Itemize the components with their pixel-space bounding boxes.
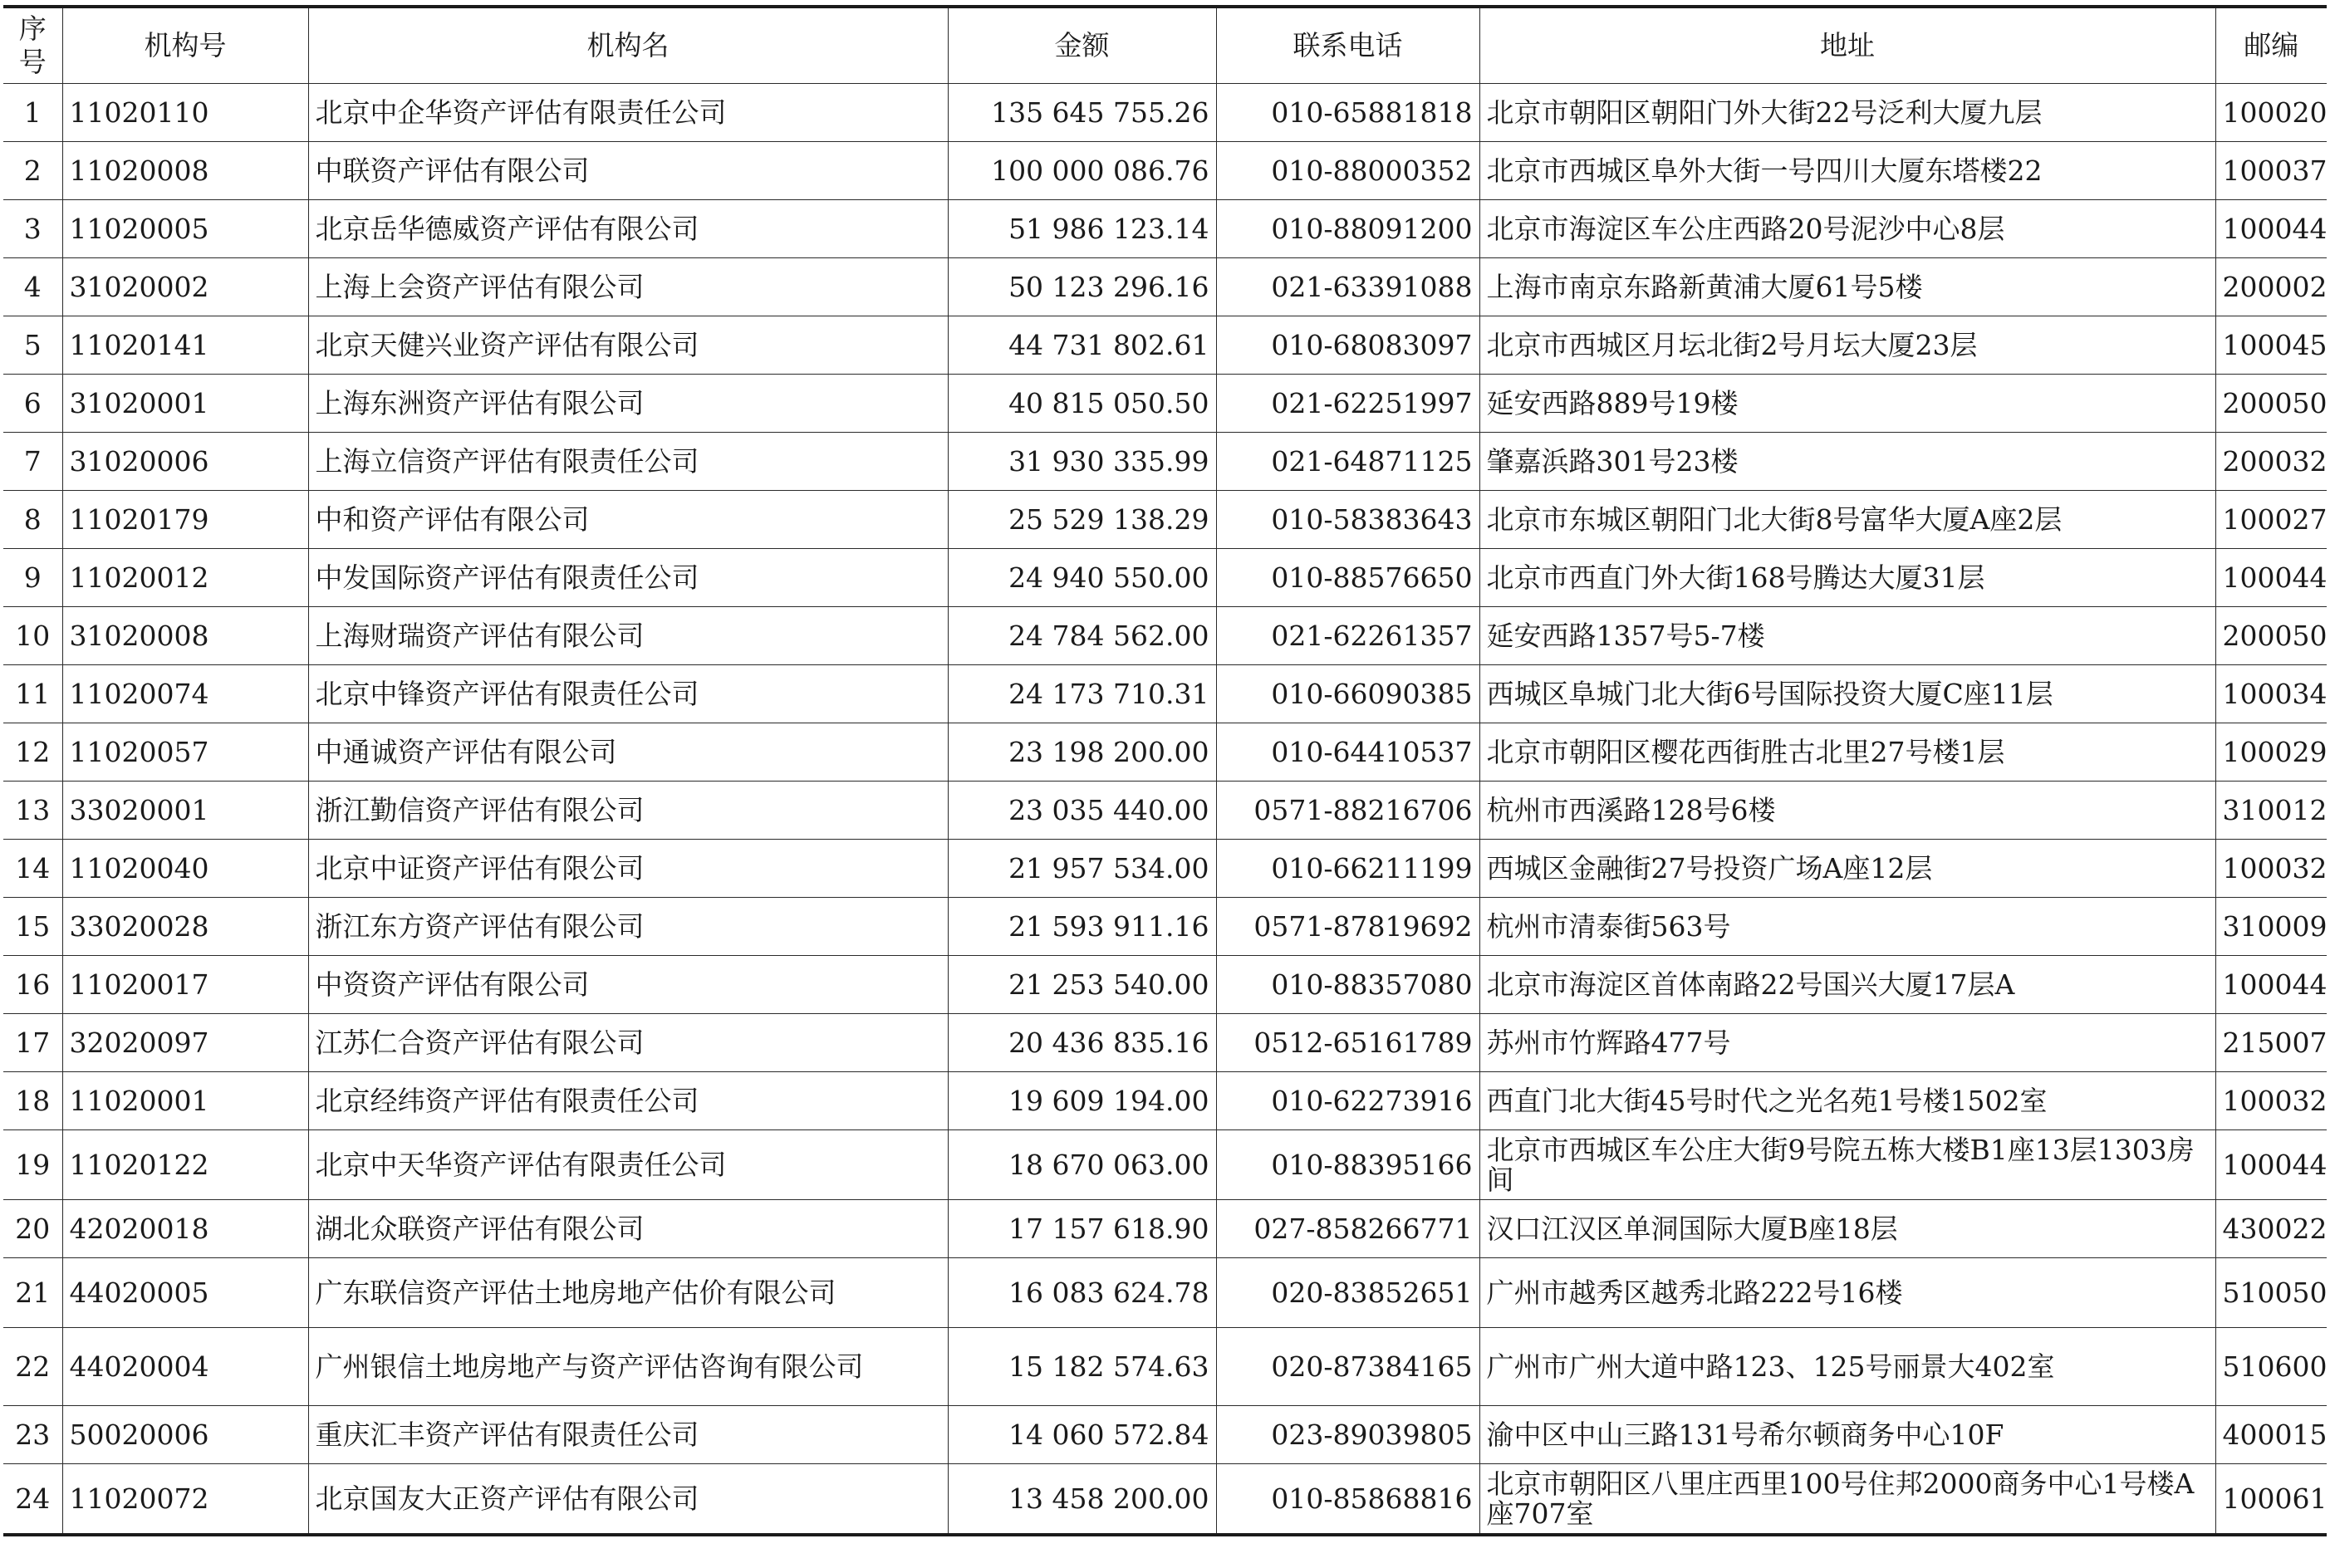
cell-address: 北京市朝阳区朝阳门外大街22号泛利大厦九层	[1479, 84, 2215, 142]
cell-no: 7	[3, 433, 62, 491]
cell-id: 44020004	[62, 1328, 308, 1406]
cell-no: 19	[3, 1130, 62, 1200]
cell-id: 31020008	[62, 607, 308, 665]
cell-name: 上海东洲资产评估有限公司	[308, 375, 948, 433]
cell-address: 杭州市清泰街563号	[1479, 898, 2215, 956]
table-row	[3, 1130, 2327, 1200]
cell-no: 3	[3, 200, 62, 258]
table-row	[3, 491, 2327, 549]
cell-id: 31020002	[62, 258, 308, 316]
cell-name: 北京天健兴业资产评估有限公司	[308, 316, 948, 375]
cell-name: 广州银信土地房地产与资产评估咨询有限公司	[308, 1328, 948, 1406]
cell-no: 6	[3, 375, 62, 433]
table-row	[3, 1072, 2327, 1130]
cell-address: 北京市西城区车公庄大街9号院五栋大楼B1座13层1303房间	[1479, 1130, 2215, 1200]
cell-no: 8	[3, 491, 62, 549]
cell-name: 北京经纬资产评估有限责任公司	[308, 1072, 948, 1130]
cell-address: 西直门北大街45号时代之光名苑1号楼1502室	[1479, 1072, 2215, 1130]
cell-id: 11020110	[62, 84, 308, 142]
cell-postcode: 510050	[2215, 1258, 2327, 1328]
institution-table-page	[3, 5, 2327, 1536]
cell-amount: 24 940 550.00	[948, 549, 1216, 607]
cell-address: 广州市广州大道中路123、125号丽景大402室	[1479, 1328, 2215, 1406]
cell-no: 23	[3, 1406, 62, 1464]
cell-amount: 21 593 911.16	[948, 898, 1216, 956]
cell-amount: 135 645 755.26	[948, 84, 1216, 142]
header-row	[3, 7, 2327, 84]
table-row	[3, 1014, 2327, 1072]
cell-phone: 021-62251997	[1216, 375, 1479, 433]
cell-postcode: 100032	[2215, 1072, 2327, 1130]
cell-id: 11020040	[62, 840, 308, 898]
cell-postcode: 100045	[2215, 316, 2327, 375]
table-row	[3, 607, 2327, 665]
cell-no: 16	[3, 956, 62, 1014]
cell-name: 中联资产评估有限公司	[308, 142, 948, 200]
cell-name: 北京中证资产评估有限公司	[308, 840, 948, 898]
cell-id: 11020074	[62, 665, 308, 723]
cell-phone: 010-88576650	[1216, 549, 1479, 607]
cell-phone: 010-88000352	[1216, 142, 1479, 200]
cell-id: 11020122	[62, 1130, 308, 1200]
cell-id: 50020006	[62, 1406, 308, 1464]
header-phone: 联系电话	[1216, 7, 1479, 84]
cell-amount: 16 083 624.78	[948, 1258, 1216, 1328]
cell-postcode: 310012	[2215, 782, 2327, 840]
cell-phone: 010-68083097	[1216, 316, 1479, 375]
cell-phone: 021-63391088	[1216, 258, 1479, 316]
cell-id: 32020097	[62, 1014, 308, 1072]
table-row	[3, 1200, 2327, 1258]
cell-no: 15	[3, 898, 62, 956]
cell-no: 12	[3, 723, 62, 782]
cell-name: 北京岳华德威资产评估有限公司	[308, 200, 948, 258]
table-row	[3, 258, 2327, 316]
header-address: 地址	[1479, 7, 2215, 84]
cell-name: 江苏仁合资产评估有限公司	[308, 1014, 948, 1072]
header-id: 机构号	[62, 7, 308, 84]
cell-amount: 31 930 335.99	[948, 433, 1216, 491]
cell-name: 湖北众联资产评估有限公司	[308, 1200, 948, 1258]
cell-postcode: 200050	[2215, 607, 2327, 665]
cell-address: 渝中区中山三路131号希尔顿商务中心10F	[1479, 1406, 2215, 1464]
cell-id: 11020141	[62, 316, 308, 375]
cell-no: 17	[3, 1014, 62, 1072]
table-row	[3, 316, 2327, 375]
cell-phone: 020-87384165	[1216, 1328, 1479, 1406]
cell-id: 11020001	[62, 1072, 308, 1130]
cell-postcode: 400015	[2215, 1406, 2327, 1464]
cell-no: 24	[3, 1464, 62, 1536]
cell-postcode: 200032	[2215, 433, 2327, 491]
institution-table	[3, 5, 2327, 1536]
cell-amount: 15 182 574.63	[948, 1328, 1216, 1406]
table-row	[3, 898, 2327, 956]
cell-amount: 44 731 802.61	[948, 316, 1216, 375]
cell-address: 延安西路889号19楼	[1479, 375, 2215, 433]
cell-id: 11020017	[62, 956, 308, 1014]
table-row	[3, 200, 2327, 258]
cell-postcode: 100029	[2215, 723, 2327, 782]
cell-address: 西城区阜城门北大街6号国际投资大厦C座11层	[1479, 665, 2215, 723]
cell-postcode: 100061	[2215, 1464, 2327, 1536]
cell-postcode: 430022	[2215, 1200, 2327, 1258]
cell-amount: 14 060 572.84	[948, 1406, 1216, 1464]
cell-phone: 020-83852651	[1216, 1258, 1479, 1328]
header-no	[3, 7, 62, 84]
cell-address: 肇嘉浜路301号23楼	[1479, 433, 2215, 491]
cell-name: 广东联信资产评估土地房地产估价有限公司	[308, 1258, 948, 1328]
cell-name: 中通诚资产评估有限公司	[308, 723, 948, 782]
table-row	[3, 549, 2327, 607]
table-row	[3, 142, 2327, 200]
table-row	[3, 1258, 2327, 1328]
cell-address: 上海市南京东路新黄浦大厦61号5楼	[1479, 258, 2215, 316]
cell-amount: 18 670 063.00	[948, 1130, 1216, 1200]
cell-phone: 010-88357080	[1216, 956, 1479, 1014]
cell-id: 31020006	[62, 433, 308, 491]
cell-amount: 21 253 540.00	[948, 956, 1216, 1014]
cell-id: 33020001	[62, 782, 308, 840]
table-row	[3, 1406, 2327, 1464]
cell-no: 11	[3, 665, 62, 723]
cell-phone: 010-88091200	[1216, 200, 1479, 258]
cell-id: 44020005	[62, 1258, 308, 1328]
cell-no: 4	[3, 258, 62, 316]
cell-no: 20	[3, 1200, 62, 1258]
cell-no: 21	[3, 1258, 62, 1328]
table-row	[3, 84, 2327, 142]
cell-postcode: 100032	[2215, 840, 2327, 898]
cell-phone: 010-62273916	[1216, 1072, 1479, 1130]
cell-phone: 010-65881818	[1216, 84, 1479, 142]
header-no-text: 序号	[18, 12, 47, 78]
cell-amount: 50 123 296.16	[948, 258, 1216, 316]
cell-address: 西城区金融街27号投资广场A座12层	[1479, 840, 2215, 898]
cell-address: 北京市西城区阜外大街一号四川大厦东塔楼22	[1479, 142, 2215, 200]
cell-no: 13	[3, 782, 62, 840]
cell-amount: 21 957 534.00	[948, 840, 1216, 898]
cell-no: 2	[3, 142, 62, 200]
cell-address: 北京市海淀区车公庄西路20号泥沙中心8层	[1479, 200, 2215, 258]
table-row	[3, 956, 2327, 1014]
cell-id: 11020179	[62, 491, 308, 549]
cell-postcode: 200050	[2215, 375, 2327, 433]
cell-address: 苏州市竹辉路477号	[1479, 1014, 2215, 1072]
cell-name: 中和资产评估有限公司	[308, 491, 948, 549]
cell-address: 北京市朝阳区八里庄西里100号住邦2000商务中心1号楼A座707室	[1479, 1464, 2215, 1536]
cell-amount: 51 986 123.14	[948, 200, 1216, 258]
cell-id: 42020018	[62, 1200, 308, 1258]
cell-postcode: 100044	[2215, 200, 2327, 258]
table-row	[3, 782, 2327, 840]
cell-phone: 027-858266771	[1216, 1200, 1479, 1258]
table-row	[3, 840, 2327, 898]
cell-phone: 023-89039805	[1216, 1406, 1479, 1464]
cell-address: 北京市西直门外大街168号腾达大厦31层	[1479, 549, 2215, 607]
cell-amount: 40 815 050.50	[948, 375, 1216, 433]
header-amount: 金额	[948, 7, 1216, 84]
cell-address: 北京市海淀区首体南路22号国兴大厦17层A	[1479, 956, 2215, 1014]
cell-no: 5	[3, 316, 62, 375]
cell-phone: 0571-87819692	[1216, 898, 1479, 956]
table-row	[3, 1328, 2327, 1406]
cell-postcode: 200002	[2215, 258, 2327, 316]
cell-amount: 23 035 440.00	[948, 782, 1216, 840]
cell-postcode: 100044	[2215, 549, 2327, 607]
cell-phone: 021-64871125	[1216, 433, 1479, 491]
cell-name: 北京国友大正资产评估有限公司	[308, 1464, 948, 1536]
cell-amount: 24 784 562.00	[948, 607, 1216, 665]
cell-id: 11020072	[62, 1464, 308, 1536]
cell-phone: 010-88395166	[1216, 1130, 1479, 1200]
cell-name: 重庆汇丰资产评估有限责任公司	[308, 1406, 948, 1464]
cell-name: 北京中天华资产评估有限责任公司	[308, 1130, 948, 1200]
cell-no: 10	[3, 607, 62, 665]
cell-no: 9	[3, 549, 62, 607]
cell-postcode: 215007	[2215, 1014, 2327, 1072]
header-postcode: 邮编	[2215, 7, 2327, 84]
cell-id: 33020028	[62, 898, 308, 956]
cell-phone: 021-62261357	[1216, 607, 1479, 665]
table-row	[3, 723, 2327, 782]
cell-name: 中发国际资产评估有限责任公司	[308, 549, 948, 607]
table-row	[3, 375, 2327, 433]
cell-no: 22	[3, 1328, 62, 1406]
cell-postcode: 310009	[2215, 898, 2327, 956]
cell-address: 汉口江汉区单洞国际大厦B座18层	[1479, 1200, 2215, 1258]
cell-no: 14	[3, 840, 62, 898]
cell-name: 上海上会资产评估有限公司	[308, 258, 948, 316]
cell-name: 上海财瑞资产评估有限公司	[308, 607, 948, 665]
cell-phone: 010-64410537	[1216, 723, 1479, 782]
cell-amount: 17 157 618.90	[948, 1200, 1216, 1258]
cell-address: 北京市朝阳区樱花西街胜古北里27号楼1层	[1479, 723, 2215, 782]
cell-amount: 25 529 138.29	[948, 491, 1216, 549]
cell-id: 11020057	[62, 723, 308, 782]
cell-address: 广州市越秀区越秀北路222号16楼	[1479, 1258, 2215, 1328]
table-row	[3, 1464, 2327, 1536]
cell-postcode: 100037	[2215, 142, 2327, 200]
cell-amount: 100 000 086.76	[948, 142, 1216, 200]
cell-amount: 19 609 194.00	[948, 1072, 1216, 1130]
cell-postcode: 100020	[2215, 84, 2327, 142]
cell-phone: 010-66211199	[1216, 840, 1479, 898]
cell-amount: 13 458 200.00	[948, 1464, 1216, 1536]
cell-postcode: 100044	[2215, 1130, 2327, 1200]
cell-phone: 010-85868816	[1216, 1464, 1479, 1536]
cell-phone: 0512-65161789	[1216, 1014, 1479, 1072]
cell-address: 杭州市西溪路128号6楼	[1479, 782, 2215, 840]
cell-postcode: 510600	[2215, 1328, 2327, 1406]
cell-name: 北京中锋资产评估有限责任公司	[308, 665, 948, 723]
table-row	[3, 665, 2327, 723]
cell-postcode: 100044	[2215, 956, 2327, 1014]
cell-phone: 010-66090385	[1216, 665, 1479, 723]
cell-postcode: 100027	[2215, 491, 2327, 549]
cell-postcode: 100034	[2215, 665, 2327, 723]
cell-name: 浙江东方资产评估有限公司	[308, 898, 948, 956]
cell-address: 延安西路1357号5-7楼	[1479, 607, 2215, 665]
cell-id: 11020005	[62, 200, 308, 258]
cell-address: 北京市西城区月坛北街2号月坛大厦23层	[1479, 316, 2215, 375]
cell-phone: 010-58383643	[1216, 491, 1479, 549]
cell-id: 11020012	[62, 549, 308, 607]
cell-amount: 24 173 710.31	[948, 665, 1216, 723]
cell-name: 中资资产评估有限公司	[308, 956, 948, 1014]
cell-id: 11020008	[62, 142, 308, 200]
cell-no: 18	[3, 1072, 62, 1130]
cell-amount: 20 436 835.16	[948, 1014, 1216, 1072]
cell-name: 北京中企华资产评估有限责任公司	[308, 84, 948, 142]
cell-name: 上海立信资产评估有限责任公司	[308, 433, 948, 491]
cell-no: 1	[3, 84, 62, 142]
cell-phone: 0571-88216706	[1216, 782, 1479, 840]
cell-amount: 23 198 200.00	[948, 723, 1216, 782]
cell-name: 浙江勤信资产评估有限公司	[308, 782, 948, 840]
cell-id: 31020001	[62, 375, 308, 433]
table-body	[3, 84, 2327, 1536]
table-row	[3, 433, 2327, 491]
header-name: 机构名	[308, 7, 948, 84]
cell-address: 北京市东城区朝阳门北大街8号富华大厦A座2层	[1479, 491, 2215, 549]
